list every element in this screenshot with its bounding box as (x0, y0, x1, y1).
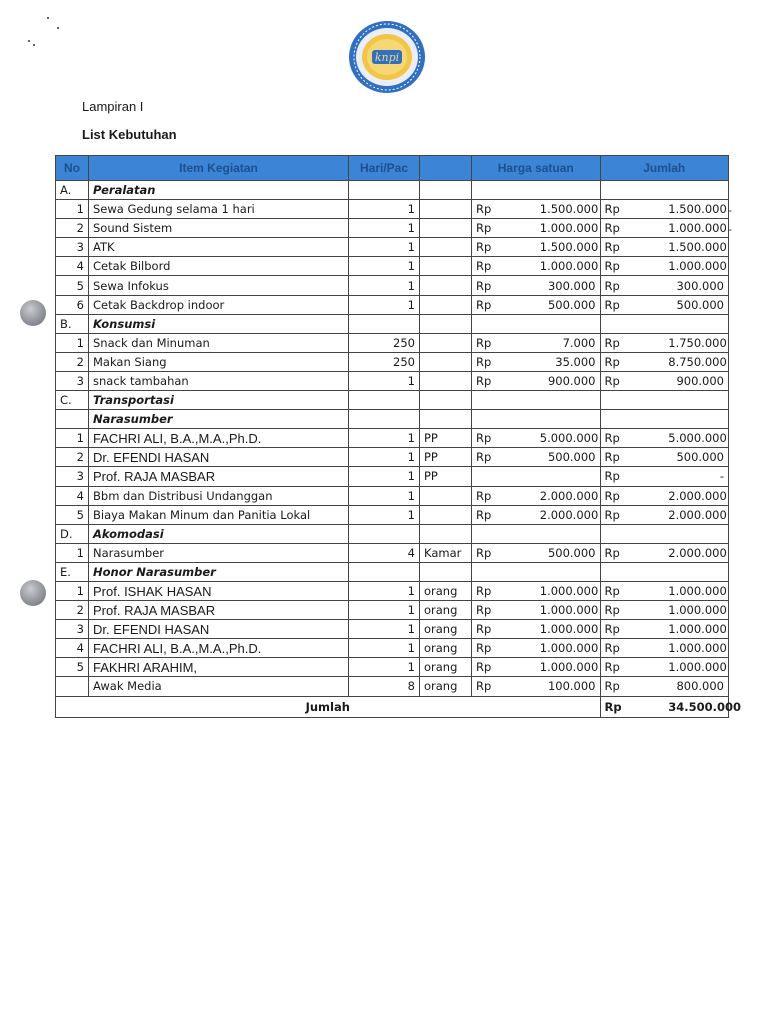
col-days: Hari/Pac (349, 156, 420, 181)
unit (420, 200, 472, 219)
total-currency: Rp (600, 219, 664, 238)
price-currency: Rp (472, 257, 536, 276)
quantity (349, 410, 420, 429)
quantity (349, 562, 420, 581)
total-currency: Rp (600, 486, 664, 505)
section-row (56, 314, 729, 333)
unit: orang (420, 601, 472, 620)
line-total: 1.000.000 (664, 639, 728, 658)
quantity: 1 (349, 467, 420, 486)
unit-price: 35.000 (536, 352, 600, 371)
total-currency (600, 181, 664, 200)
item-name: snack tambahan (89, 371, 349, 390)
unit (420, 276, 472, 295)
total-currency: Rp (600, 505, 664, 524)
total-currency: Rp (600, 696, 664, 717)
row-number: 4 (56, 257, 89, 276)
table-row (56, 639, 729, 658)
row-number: B. (56, 314, 89, 333)
total-currency (600, 524, 664, 543)
unit-price: 1.000.000 (536, 601, 600, 620)
unit-price: 1.000.000 (536, 658, 600, 677)
unit (420, 562, 472, 581)
scan-speck (47, 17, 49, 19)
total-currency: Rp (600, 200, 664, 219)
quantity: 250 (349, 333, 420, 352)
total-currency (600, 410, 664, 429)
table-row (56, 658, 729, 677)
price-currency: Rp (472, 620, 536, 639)
line-total: 1.000.000 (664, 601, 728, 620)
row-number: 5 (56, 658, 89, 677)
unit (420, 352, 472, 371)
table-row (56, 486, 729, 505)
svg-text:knpi: knpi (374, 51, 400, 64)
item-name: Bbm dan Distribusi Undanggan (89, 486, 349, 505)
budget-table (55, 155, 742, 718)
total-currency: Rp (600, 371, 664, 390)
unit (420, 524, 472, 543)
quantity: 4 (349, 543, 420, 562)
item-name: Dr. EFENDI HASAN (89, 448, 349, 467)
table-row (56, 448, 729, 467)
line-total: 500.000 (664, 295, 728, 314)
row-number: 3 (56, 620, 89, 639)
unit-price (536, 524, 600, 543)
row-number: 2 (56, 601, 89, 620)
row-number: 2 (56, 448, 89, 467)
item-name: Awak Media (89, 677, 349, 696)
item-name: Makan Siang (89, 352, 349, 371)
row-number: 5 (56, 276, 89, 295)
unit (420, 486, 472, 505)
pen-tick-mark: - (728, 203, 732, 217)
quantity (349, 391, 420, 410)
section-row (56, 391, 729, 410)
price-currency: Rp (472, 543, 536, 562)
line-total: 900.000 (664, 371, 728, 390)
price-currency: Rp (472, 429, 536, 448)
section-title: Narasumber (89, 410, 349, 429)
quantity: 1 (349, 620, 420, 639)
price-currency: Rp (472, 295, 536, 314)
unit-price: 1.000.000 (536, 219, 600, 238)
section-row (56, 181, 729, 200)
quantity: 1 (349, 238, 420, 257)
unit-price: 100.000 (536, 677, 600, 696)
unit-price (536, 562, 600, 581)
quantity: 1 (349, 276, 420, 295)
total-currency: Rp (600, 639, 664, 658)
table-row (56, 238, 729, 257)
total-row (56, 696, 729, 717)
table-row (56, 219, 729, 238)
line-total: 1.000.000 (664, 620, 728, 639)
unit-price: 1.500.000 (536, 200, 600, 219)
row-number (56, 410, 89, 429)
item-name: Prof. RAJA MASBAR (89, 601, 349, 620)
unit (420, 505, 472, 524)
line-total: 1.000.000 (664, 257, 728, 276)
line-total: 1.000.000 (664, 658, 728, 677)
price-currency: Rp (472, 219, 536, 238)
table-row (56, 620, 729, 639)
price-currency (472, 467, 536, 486)
row-number: 3 (56, 467, 89, 486)
quantity: 1 (349, 581, 420, 600)
total-currency: Rp (600, 620, 664, 639)
quantity: 1 (349, 219, 420, 238)
table-row (56, 352, 729, 371)
section-title: Peralatan (89, 181, 349, 200)
col-item: Item Kegiatan (89, 156, 349, 181)
total-currency: Rp (600, 352, 664, 371)
unit-price: 1.000.000 (536, 620, 600, 639)
price-currency (472, 181, 536, 200)
price-currency (472, 562, 536, 581)
price-currency: Rp (472, 601, 536, 620)
section-title: Transportasi (89, 391, 349, 410)
item-name: FACHRI ALI, B.A.,M.A.,Ph.D. (89, 639, 349, 658)
line-total: 300.000 (664, 276, 728, 295)
line-total: 2.000.000 (664, 505, 728, 524)
unit-price: 1.500.000 (536, 238, 600, 257)
line-total (664, 410, 728, 429)
unit-price: 7.000 (536, 333, 600, 352)
line-total: 1.000.000 (664, 581, 728, 600)
item-name: Sewa Gedung selama 1 hari (89, 200, 349, 219)
quantity: 250 (349, 352, 420, 371)
row-number: 6 (56, 295, 89, 314)
unit-price: 2.000.000 (536, 486, 600, 505)
quantity: 8 (349, 677, 420, 696)
section-title: Konsumsi (89, 314, 349, 333)
price-currency (472, 391, 536, 410)
price-currency: Rp (472, 352, 536, 371)
item-name: FAKHRI ARAHIM, (89, 658, 349, 677)
total-currency (600, 562, 664, 581)
table-row (56, 601, 729, 620)
col-price: Harga satuan (472, 156, 601, 181)
scan-speck (28, 40, 30, 42)
col-no: No (56, 156, 89, 181)
pen-tick-mark: - (728, 222, 732, 236)
row-number: 2 (56, 219, 89, 238)
unit: PP (420, 448, 472, 467)
price-currency: Rp (472, 371, 536, 390)
line-total (664, 562, 728, 581)
line-total: 1.500.000 (664, 200, 728, 219)
table-row (56, 371, 729, 390)
section-title: Akomodasi (89, 524, 349, 543)
price-currency: Rp (472, 486, 536, 505)
total-currency: Rp (600, 581, 664, 600)
table-header-row (56, 156, 729, 181)
unit: orang (420, 581, 472, 600)
line-total: 800.000 (664, 677, 728, 696)
total-currency: Rp (600, 295, 664, 314)
price-currency: Rp (472, 677, 536, 696)
unit-price: 500.000 (536, 448, 600, 467)
unit-price (536, 181, 600, 200)
line-total: 500.000 (664, 448, 728, 467)
row-number: 1 (56, 581, 89, 600)
row-number: 4 (56, 639, 89, 658)
line-total (664, 181, 728, 200)
unit (420, 314, 472, 333)
price-currency (472, 524, 536, 543)
unit-price: 1.000.000 (536, 257, 600, 276)
unit-price: 500.000 (536, 543, 600, 562)
line-total (664, 391, 728, 410)
unit (420, 238, 472, 257)
line-total: 8.750.000 (664, 352, 728, 371)
total-label: Jumlah (56, 696, 601, 717)
unit: Kamar (420, 543, 472, 562)
total-currency: Rp (600, 601, 664, 620)
unit-price: 900.000 (536, 371, 600, 390)
unit (420, 371, 472, 390)
quantity (349, 181, 420, 200)
total-currency: Rp (600, 429, 664, 448)
line-total: 1.000.000 (664, 219, 728, 238)
unit-price (536, 391, 600, 410)
price-currency (472, 314, 536, 333)
unit-price: 1.000.000 (536, 639, 600, 658)
price-currency: Rp (472, 333, 536, 352)
unit (420, 333, 472, 352)
total-currency: Rp (600, 658, 664, 677)
col-unit (420, 156, 472, 181)
quantity: 1 (349, 639, 420, 658)
appendix-label: Lampiran I (82, 99, 144, 114)
quantity: 1 (349, 371, 420, 390)
unit-price: 2.000.000 (536, 505, 600, 524)
quantity: 1 (349, 601, 420, 620)
row-number: A. (56, 181, 89, 200)
price-currency: Rp (472, 639, 536, 658)
table-row (56, 257, 729, 276)
price-currency: Rp (472, 448, 536, 467)
item-name: Prof. ISHAK HASAN (89, 581, 349, 600)
quantity: 1 (349, 658, 420, 677)
table-row (56, 677, 729, 696)
scan-speck (57, 27, 59, 29)
table-row (56, 429, 729, 448)
unit-price (536, 410, 600, 429)
price-currency: Rp (472, 200, 536, 219)
row-number: 1 (56, 429, 89, 448)
item-name: Prof. RAJA MASBAR (89, 467, 349, 486)
quantity: 1 (349, 505, 420, 524)
unit: orang (420, 658, 472, 677)
section-row (56, 410, 729, 429)
grand-total: 34.500.000 (664, 696, 728, 717)
unit-price: 1.000.000 (536, 581, 600, 600)
unit (420, 295, 472, 314)
total-currency: Rp (600, 677, 664, 696)
line-total: 2.000.000 (664, 486, 728, 505)
item-name: Narasumber (89, 543, 349, 562)
line-total (664, 524, 728, 543)
price-currency: Rp (472, 581, 536, 600)
line-total (664, 314, 728, 333)
unit: PP (420, 467, 472, 486)
section-row (56, 562, 729, 581)
row-number: 1 (56, 543, 89, 562)
section-row (56, 524, 729, 543)
quantity: 1 (349, 448, 420, 467)
total-currency: Rp (600, 467, 664, 486)
item-name: Dr. EFENDI HASAN (89, 620, 349, 639)
line-total: - (664, 467, 728, 486)
total-currency: Rp (600, 543, 664, 562)
table-row (56, 543, 729, 562)
item-name: ATK (89, 238, 349, 257)
total-currency (600, 391, 664, 410)
row-number: 1 (56, 200, 89, 219)
item-name: Biaya Makan Minum dan Panitia Lokal (89, 505, 349, 524)
table-row (56, 333, 729, 352)
table-row (56, 505, 729, 524)
quantity: 1 (349, 257, 420, 276)
item-name: Sound Sistem (89, 219, 349, 238)
table-row (56, 200, 729, 219)
unit (420, 181, 472, 200)
organization-logo (348, 20, 426, 94)
line-total: 2.000.000 (664, 543, 728, 562)
price-currency (472, 410, 536, 429)
section-title: Honor Narasumber (89, 562, 349, 581)
unit (420, 391, 472, 410)
total-currency: Rp (600, 276, 664, 295)
unit-price (536, 314, 600, 333)
line-total: 1.500.000 (664, 238, 728, 257)
total-currency (600, 314, 664, 333)
row-number: 3 (56, 238, 89, 257)
unit-price: 500.000 (536, 295, 600, 314)
total-currency: Rp (600, 238, 664, 257)
total-currency: Rp (600, 448, 664, 467)
row-number: 2 (56, 352, 89, 371)
line-total: 1.750.000 (664, 333, 728, 352)
unit: orang (420, 639, 472, 658)
item-name: FACHRI ALI, B.A.,M.A.,Ph.D. (89, 429, 349, 448)
quantity (349, 314, 420, 333)
row-number: C. (56, 391, 89, 410)
table-row (56, 295, 729, 314)
unit (420, 257, 472, 276)
item-name: Snack dan Minuman (89, 333, 349, 352)
price-currency: Rp (472, 505, 536, 524)
line-total: 5.000.000 (664, 429, 728, 448)
row-number: 4 (56, 486, 89, 505)
unit: orang (420, 620, 472, 639)
price-currency: Rp (472, 276, 536, 295)
quantity (349, 524, 420, 543)
quantity: 1 (349, 295, 420, 314)
row-number: E. (56, 562, 89, 581)
quantity: 1 (349, 429, 420, 448)
document-title: List Kebutuhan (82, 127, 177, 142)
row-number: 5 (56, 505, 89, 524)
unit (420, 219, 472, 238)
unit-price: 300.000 (536, 276, 600, 295)
row-number (56, 677, 89, 696)
unit: PP (420, 429, 472, 448)
unit: orang (420, 677, 472, 696)
total-currency: Rp (600, 257, 664, 276)
item-name: Cetak Bilbord (89, 257, 349, 276)
punch-hole (20, 300, 46, 326)
row-number: 1 (56, 333, 89, 352)
scan-speck (33, 44, 35, 46)
unit-price: 5.000.000 (536, 429, 600, 448)
quantity: 1 (349, 200, 420, 219)
table-row (56, 581, 729, 600)
unit-price (536, 467, 600, 486)
unit (420, 410, 472, 429)
quantity: 1 (349, 486, 420, 505)
row-number: 3 (56, 371, 89, 390)
table-row (56, 467, 729, 486)
item-name: Cetak Backdrop indoor (89, 295, 349, 314)
punch-hole (20, 580, 46, 606)
col-total: Jumlah (600, 156, 729, 181)
table-row (56, 276, 729, 295)
total-currency: Rp (600, 333, 664, 352)
item-name: Sewa Infokus (89, 276, 349, 295)
row-number: D. (56, 524, 89, 543)
price-currency: Rp (472, 658, 536, 677)
price-currency: Rp (472, 238, 536, 257)
